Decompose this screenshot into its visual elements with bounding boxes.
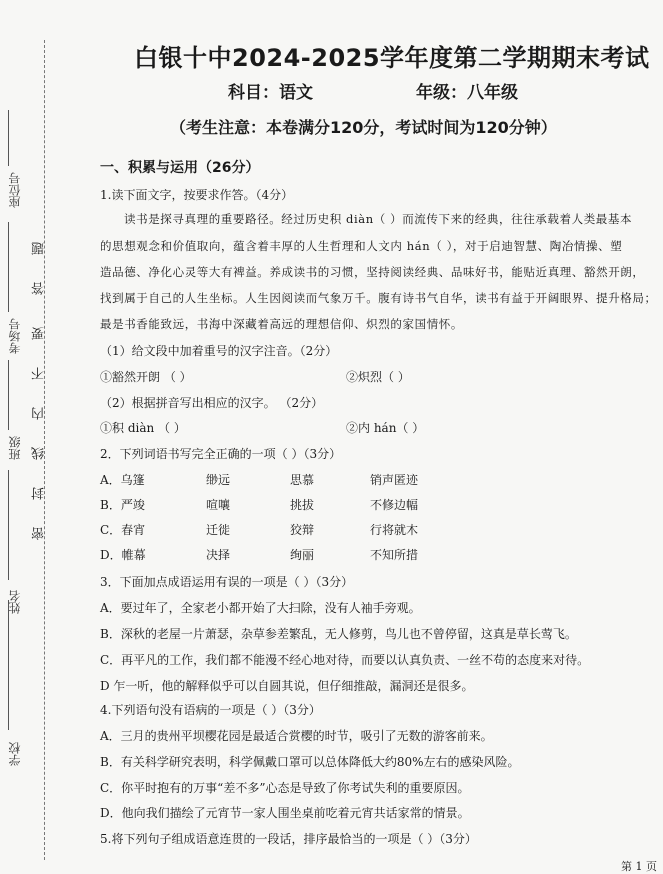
grade: 年级：八年级 bbox=[416, 83, 518, 103]
q4-option: B．有关科学研究表明，科学佩戴口罩可以总体降低大约80%左右的感染风险。 bbox=[100, 755, 520, 769]
seal-word: 密 bbox=[32, 527, 47, 540]
q2-word: 决择 bbox=[206, 548, 231, 562]
subject: 科目：语文 bbox=[228, 83, 313, 103]
q3-stem: 3．下面加点成语运用有误的一项是（ ）（3分） bbox=[100, 575, 354, 589]
q2-word: 思慕 bbox=[290, 473, 315, 487]
q2-word: 喧嚷 bbox=[206, 498, 231, 512]
room-label: 考场号 bbox=[8, 318, 22, 354]
q1-sub1-b: ②炽烈（ ） bbox=[346, 370, 410, 384]
q4-option: A．三月的贵州平坝樱花园是最适合赏樱的时节，吸引了无数的游客前来。 bbox=[100, 729, 493, 743]
exam-page bbox=[100, 0, 655, 874]
q1-sub2-a: ①积 diàn （ ） bbox=[100, 421, 186, 435]
seal-word: 线 bbox=[32, 447, 47, 460]
seal-word: 不 bbox=[32, 367, 47, 380]
q2-word: 不修边幅 bbox=[370, 498, 419, 512]
page-number: 第 1 页 bbox=[621, 860, 657, 873]
q4-stem: 4.下列语句没有语病的一项是（ ）（3分） bbox=[100, 703, 321, 717]
q5-stem: 5.将下列句子组成语意连贯的一段话，排序最恰当的一项是（ ）（3分） bbox=[100, 832, 477, 846]
q1-sub1-a: ①豁然开朗 （ ） bbox=[100, 370, 192, 384]
binding-strip bbox=[0, 0, 48, 874]
seal-word: 答 bbox=[32, 282, 47, 295]
q2-word: 缈远 bbox=[206, 473, 231, 487]
q1-sub2: （2）根据拼音写出相应的汉字。 （2分） bbox=[100, 396, 324, 410]
seal-word: 内 bbox=[32, 407, 47, 420]
q1-sub2-b: ②内 hán（ ） bbox=[346, 421, 425, 435]
room-field[interactable] bbox=[8, 222, 9, 312]
q4-option: C．你平时抱有的万事“差不多”心态是导致了你考试失利的重要原因。 bbox=[100, 781, 470, 795]
q2-word: 行将就木 bbox=[370, 523, 419, 537]
school-label: 学校 bbox=[8, 742, 22, 766]
exam-notice: （考生注意：本卷满分120分，考试时间为120分钟） bbox=[170, 118, 557, 137]
q3-option: D 乍一听，他的解释似乎可以自圆其说，但仔细推敲，漏洞还是很多。 bbox=[100, 679, 474, 693]
q1-stem: 1.读下面文字，按要求作答。（4分） bbox=[100, 188, 294, 202]
q2-word: 不知所措 bbox=[370, 548, 419, 562]
q2-option: A．乌篷 bbox=[100, 473, 145, 487]
passage-line: 的思想观念和价值取向，蕴含着丰厚的人生哲理和人文内 hán（ ），对于启迪智慧、陶冶情操、塑 bbox=[100, 239, 623, 253]
q2-stem: 2．下列词语书写完全正确的一项（ ）（3分） bbox=[100, 447, 342, 461]
q3-option: A．要过年了，全家老小都开始了大扫除，没有人袖手旁观。 bbox=[100, 601, 421, 615]
q2-word: 狡辩 bbox=[290, 523, 315, 537]
exam-title: 白银十中2024-2025学年度第二学期期末考试 bbox=[134, 44, 650, 72]
class-label: 班级 bbox=[8, 436, 22, 460]
passage-line: 找到属于自己的人生坐标。人生因阅读而气象万千。腹有诗书气自华，读书有益于开阔眼界、提升格局； bbox=[100, 291, 657, 305]
q3-option: B．深秋的老屋一片萧瑟，杂草参差繁乱，无人修剪，鸟儿也不曾停留，这真是草长莺飞。 bbox=[100, 627, 577, 641]
q2-option: B．严竣 bbox=[100, 498, 145, 512]
passage-line: 造品德、净化心灵等大有裨益。养成读书的习惯，坚持阅读经典、品味好书，能贴近真理、豁然开朗， bbox=[100, 265, 645, 279]
passage-line: 最是书香能致远，书海中深藏着高远的理想信仰、炽烈的家国情怀。 bbox=[100, 317, 463, 331]
q3-option: C．再平凡的工作，我们都不能漫不经心地对待，而要以认真负责、一丝不苟的态度来对待。 bbox=[100, 653, 590, 667]
q1-sub1: （1）给文段中加着重号的汉字注音。（2分） bbox=[100, 344, 338, 358]
seat-label: 座位号 bbox=[8, 172, 22, 208]
seal-word: 封 bbox=[32, 487, 47, 500]
q4-option: D．他向我们描绘了元宵节一家人围坐桌前吃着元宵共话家常的情景。 bbox=[100, 806, 470, 820]
q2-option: D．帷幕 bbox=[100, 548, 146, 562]
seat-field[interactable] bbox=[8, 110, 9, 166]
school-field[interactable] bbox=[8, 600, 9, 730]
class-field[interactable] bbox=[8, 360, 9, 430]
q2-word: 挑拔 bbox=[290, 498, 315, 512]
q2-option: C．春宵 bbox=[100, 523, 146, 537]
seal-word: 题 bbox=[32, 242, 47, 255]
name-field[interactable] bbox=[8, 470, 9, 580]
section-heading: 一、积累与运用（26分） bbox=[100, 160, 260, 176]
q2-word: 绚丽 bbox=[290, 548, 315, 562]
name-label: 姓名 bbox=[8, 590, 22, 614]
q2-word: 销声匿迹 bbox=[370, 473, 419, 487]
q2-word: 迁徙 bbox=[206, 523, 231, 537]
seal-word: 要 bbox=[32, 327, 47, 340]
passage-line: 读书是探寻真理的重要路径。经过历史积 diàn（ ）而流传下来的经典，往往承载着人类最基本 bbox=[124, 212, 633, 226]
